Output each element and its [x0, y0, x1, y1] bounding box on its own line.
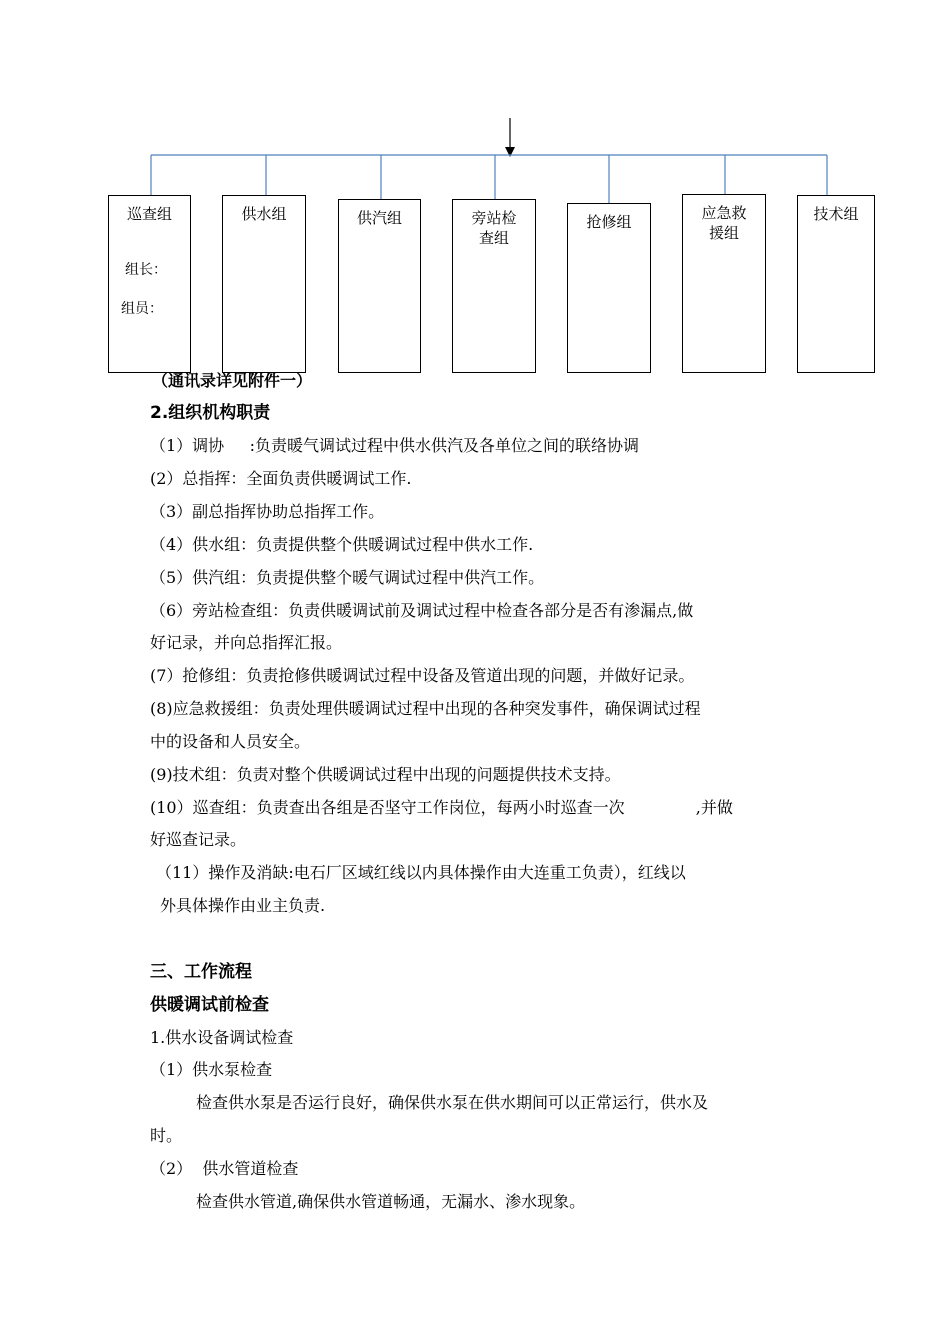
group-name: 供汽组	[356, 209, 402, 227]
group-box-water	[222, 195, 306, 373]
member-label: 组员：	[121, 301, 163, 317]
group-name: 供水组	[241, 205, 287, 223]
step-1-1: （1）供水泵检查	[150, 1060, 273, 1079]
group-box-patrol	[108, 195, 191, 373]
responsibility-8: (8)应急救援组：负责处理供暖调试过程中出现的各种突发事件，确保调试过程	[150, 699, 701, 718]
responsibility-10-cont: 好巡查记录。	[150, 830, 247, 849]
responsibility-1: （1）调协 :负责暖气调试过程中供水供汽及各单位之间的联络协调	[150, 436, 640, 455]
section2-title: 2.组织机构职责	[150, 403, 271, 423]
responsibility-6-cont: 好记录，并向总指挥汇报。	[150, 633, 343, 652]
group-box-steam	[338, 199, 421, 373]
group-name: 巡查组	[126, 205, 172, 223]
group-name: 旁站检查组	[471, 209, 517, 247]
group-box-technical	[797, 195, 875, 373]
responsibility-3: （3）副总指挥协助总指挥工作。	[150, 502, 385, 521]
step-1-1-body-cont: 时。	[150, 1126, 183, 1145]
leader-label: 组长：	[125, 262, 167, 278]
responsibility-10: (10）巡查组：负责查出各组是否坚守工作岗位，每两小时巡查一次 ,并做	[150, 798, 733, 817]
responsibility-11-cont: 外具体操作由业主负责.	[160, 896, 326, 915]
group-name: 应急救援组	[701, 204, 747, 242]
group-name: 抢修组	[586, 213, 632, 231]
responsibility-8-cont: 中的设备和人员安全。	[150, 732, 311, 751]
group-name: 技术组	[813, 205, 859, 223]
responsibility-9: (9)技术组：负责对整个供暖调试过程中出现的问题提供技术支持。	[150, 765, 621, 784]
group-box-repair	[567, 203, 651, 373]
responsibility-2: (2）总指挥：全面负责供暖调试工作.	[150, 469, 412, 488]
responsibility-11: （11）操作及消缺:电石厂区域红线以内具体操作由大连重工负责），红线以	[156, 863, 686, 882]
responsibility-4: （4）供水组：负责提供整个供暖调试过程中供水工作.	[150, 535, 534, 554]
section3-title: 三、工作流程	[150, 962, 252, 982]
responsibility-5: （5）供汽组：负责提供整个暖气调试过程中供汽工作。	[150, 568, 545, 587]
step-1-2: （2） 供水管道检查	[150, 1159, 299, 1178]
step-1-2-body: 检查供水管道,确保供水管道畅通，无漏水、渗水现象。	[196, 1192, 586, 1211]
step-1-1-body: 检查供水泵是否运行良好，确保供水泵在供水期间可以正常运行，供水及	[196, 1093, 709, 1112]
org-chart	[0, 0, 950, 380]
group-box-emergency	[682, 194, 766, 373]
responsibility-7: (7）抢修组：负责抢修供暖调试过程中设备及管道出现的问题，并做好记录。	[150, 666, 695, 685]
contact-note: （通讯录详见附件一）	[152, 371, 313, 390]
pre-check-title: 供暖调试前检查	[150, 995, 269, 1015]
group-box-inspection	[452, 199, 536, 373]
responsibility-6: （6）旁站检查组：负责供暖调试前及调试过程中检查各部分是否有渗漏点,做	[150, 601, 694, 620]
step-1: 1.供水设备调试检查	[150, 1028, 294, 1047]
